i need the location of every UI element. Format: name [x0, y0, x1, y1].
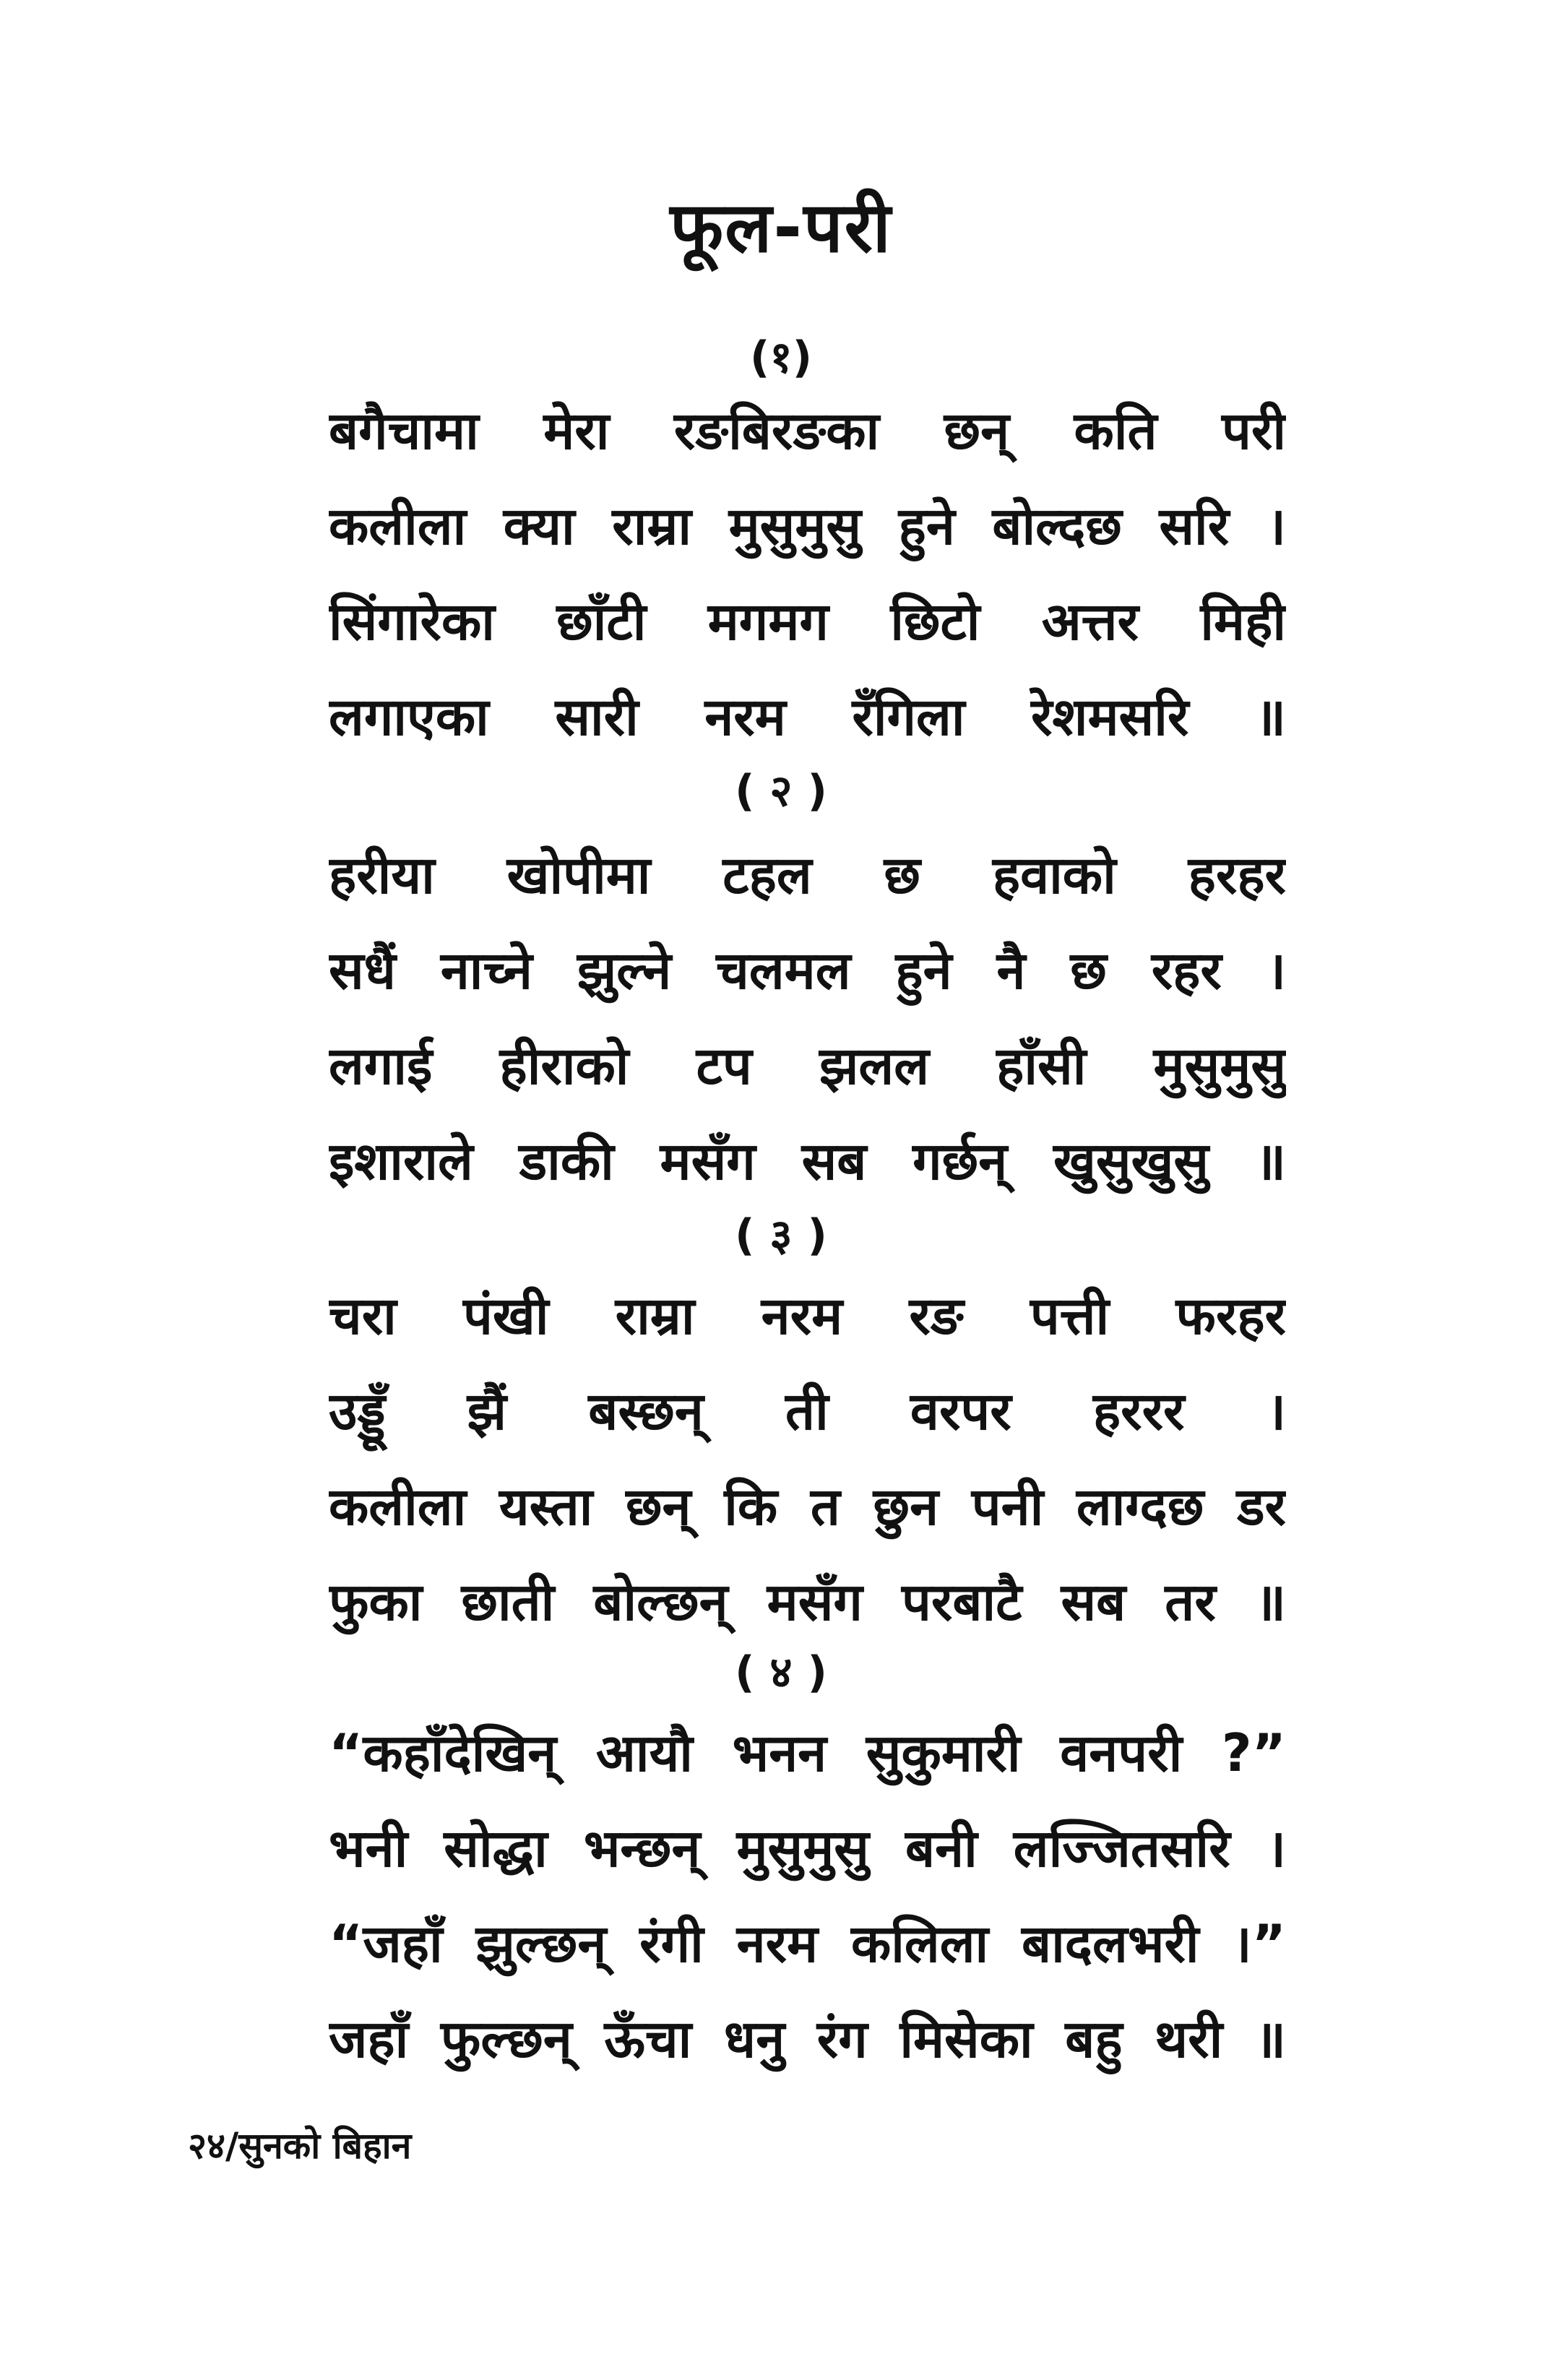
stanza-1: [329, 383, 1286, 764]
verse-line: सिंगारेका छाँटी मगमग छिटो अत्तर मिही: [329, 591, 1286, 652]
verse-line: चरा पंखी राम्रा नरम रङ पत्ती फरहर: [329, 1285, 1286, 1346]
stanza-3: [329, 1268, 1286, 1650]
stanza-number-3: ( ३ ): [735, 1210, 827, 1261]
verse-line: कलीला यस्ता छन् कि त छुन पनी लाग्दछ डर: [329, 1476, 1286, 1537]
verse-line: फुका छाती बोल्छन् मसँग परबाटै सब तर ॥: [329, 1571, 1286, 1632]
verse-line: भनी सोद्धा भन्छन् मुसुमुसु बनी लज्जितसरि ।: [329, 1818, 1286, 1879]
stanza-number-1: (१): [749, 332, 813, 383]
verse-line: “जहाँ झुल्छन् रंगी नरम कलिला बादलभरी ।”: [329, 1913, 1286, 1974]
verse-line: इशाराले डाकी मसँग सब गर्छन् खुसुखुसु ॥: [329, 1131, 1286, 1191]
stanza-4: [329, 1705, 1286, 2087]
poem-title: फूल-परी: [670, 187, 892, 268]
page-footer: २४/सुनको बिहान: [188, 2125, 412, 2167]
verse-line: उड्डूँ झैं बस्छन् ती वरपर हररर ।: [329, 1381, 1286, 1441]
verse-line: “कहाँदेखिन् आयौ भनन सुकुमारी वनपरी ?”: [329, 1723, 1286, 1783]
stanza-2: [329, 827, 1286, 1209]
verse-line: बगैचामा मेरा रङबिरङका छन् कति परी: [329, 400, 1286, 461]
verse-line: जहाँ फुल्छन् ऊँचा धनु रंग मिसेका बहु थरी ॥: [329, 2009, 1286, 2069]
verse-line: सधैं नाच्ने झुल्ने चलमल हुने नै छ रहर ।: [329, 940, 1286, 1001]
verse-line: लगाएका सारी नरम रँगिला रेशमसरि ॥: [329, 686, 1286, 747]
verse-line: कलीला क्या राम्रा मुसुमुसु हुने बोल्दछ सरि ।: [329, 496, 1286, 556]
stanza-number-4: ( ४ ): [735, 1647, 827, 1698]
stanza-number-2: ( २ ): [735, 766, 827, 816]
verse-line: हरीया खोपीमा टहल छ हवाको हरहर: [329, 845, 1286, 905]
verse-line: लगाई हीराको टप झलल हाँसी मुसुमुसु: [329, 1035, 1286, 1096]
